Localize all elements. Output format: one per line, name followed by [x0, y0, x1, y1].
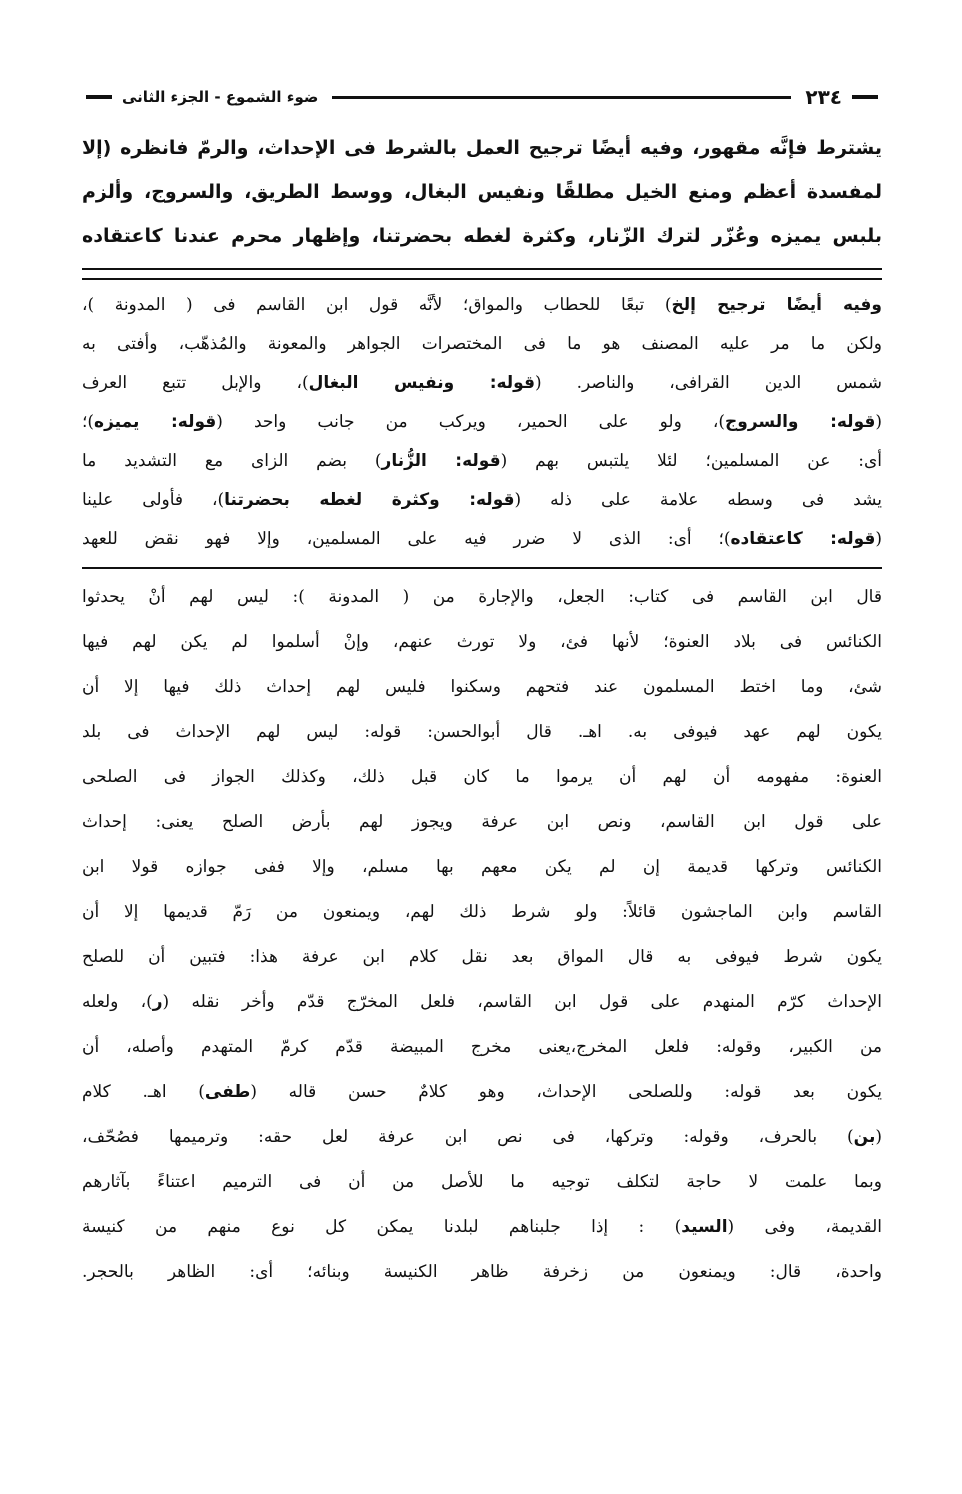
text-segment: شمس الدين القرافى، والناصر. (: [534, 373, 882, 393]
bold-term: قوله: وكثرة لغطه بحضرتنا: [224, 490, 515, 510]
text-segment: يشد فى وسطه علامة على ذله (: [514, 490, 882, 510]
text-segment: ) اهـ. كلام: [82, 1082, 205, 1102]
text-segment: الإحداث كرّم المنهدم على قول ابن القاسم، فلعل المخرّج قدّم وأخر نقله (: [162, 992, 882, 1012]
running-header: [82, 80, 882, 114]
commentary-line: [82, 403, 882, 442]
text-segment: (: [875, 412, 882, 432]
commentary-line: [82, 286, 882, 325]
text-segment: ) : إذا جلبناهم لبلدنا يمكن كل نوع منهم من كنيسة: [82, 1217, 682, 1237]
footnotes-line: [82, 1250, 882, 1295]
text-segment: ولكن ما مر عليه المصنف هو ما فى المختصرات الجواهر والمعونة والمُذهّب، وأفتى به: [82, 334, 882, 354]
footnotes-line: [82, 845, 882, 890]
commentary-section: [82, 286, 882, 559]
text-segment: يكون لهم عهد فيوفى به. اهـ. قال أبوالحسن: قوله: ليس لهم الإحداث فى بلد: [82, 722, 882, 742]
text-segment: من الكبير، وقوله: فلعل المخرج،يعنى مخرج المبيضة قدّم كرمّ المتهدم وأصله، أن: [82, 1037, 882, 1057]
footnotes-line: [82, 935, 882, 980]
text-segment: )، فأولى علينا: [82, 490, 225, 510]
bold-term: قوله: ونفيس البغال: [308, 373, 535, 393]
text-segment: (: [875, 1127, 882, 1147]
text-segment: شئ، وما اختط المسلمون عند فتحهم وسكنوا فليس لهم إحداث ذلك فيها إلا أن: [82, 677, 882, 697]
footnotes-line: [82, 1160, 882, 1205]
bold-term: قوله: والسروج: [725, 412, 876, 432]
footnotes-line: [82, 710, 882, 755]
text-segment: )، والإبل تتبع العرف: [82, 373, 309, 393]
footnotes-line: [82, 1070, 882, 1115]
text-segment: أى: عن المسلمين؛ لئلا يلتبس بهم (: [500, 451, 882, 471]
footnotes-line: [82, 800, 882, 845]
text-segment: وبما علمت لا حاجة لتكلف توجيه ما للأصل من أن فى الترميم اعتناءً بآثارهم: [82, 1172, 882, 1192]
main-text-line: بلبس يميزه وعُزّر لترك الزّنار، وكثرة لغطه بحضرتنا، وإظهار محرم عندنا كاعتقاده: [82, 225, 882, 247]
text-segment: يكون شرط فيوفى به قال المواق بعد نقل كلام ابن عرفة هذا: فتبين أن للصلح: [82, 947, 882, 967]
text-segment: العنوة: مفهومه أن لهم أن يرموا ما كان قبل ذلك، وكذلك الجواز فى الصلحى: [82, 767, 882, 787]
header-rule: [332, 96, 791, 99]
text-segment: )، ولعله: [82, 992, 153, 1012]
footnotes-line: [82, 890, 882, 935]
footnotes-section: [82, 575, 882, 1295]
text-segment: )، ولو على الحمير، ويركب من جانب واحد (: [216, 412, 726, 432]
bold-term: وفيه أيضًا ترجيح إلخ: [671, 295, 882, 315]
main-text-line: يشترط فإنَّه مقهور، وفيه أيضًا ترجيح العمل بالشرط فى الإحداث، والرمّ فانظره (إلا: [82, 137, 882, 159]
text-segment: (: [875, 529, 882, 549]
footnotes-line: [82, 620, 882, 665]
footnotes-line: [82, 665, 882, 710]
main-text: [82, 126, 882, 258]
footnote-divider: [82, 567, 882, 569]
commentary-line: [82, 325, 882, 364]
text-segment: قال ابن القاسم فى كتاب: الجعل، والإجارة من ( المدونة ): ليس لهم أنْ يحدثوا: [82, 587, 882, 607]
text-segment: يكون بعد قوله: وللصلحى الإحداث، وهو كلامٌ حسن قاله (: [250, 1082, 882, 1102]
footnotes-line: [82, 980, 882, 1025]
commentary-line: [82, 442, 882, 481]
bold-term: السيد: [681, 1217, 728, 1237]
book-title: ضوء الشموع - الجزء الثانى: [122, 88, 319, 106]
text-segment: )؛ أى: الذى لا ضرر فيه على المسلمين، وإلا فهو نقض للعهد: [82, 529, 731, 549]
commentary-line: [82, 481, 882, 520]
footnotes-line: [82, 1025, 882, 1070]
text-segment: الكنائس وتركها قديمة إن لم يكن معهم بها مسلم، وإلا ففى جوازه قولا ابن: [82, 857, 882, 877]
commentary-line: [82, 364, 882, 403]
bold-term: طفى: [204, 1082, 251, 1102]
text-segment: ) بالحرف، وقوله: وتركها، فى نص ابن عرفة لعل حقه: وترميمها فصُحّف،: [82, 1127, 854, 1147]
text-segment: الكنائس فى بلاد العنوة؛ لأنها فئ، ولا تورث عنهم، وإنْ أسلموا لم يكن لهم فيها: [82, 632, 882, 652]
bold-term: بن: [853, 1127, 876, 1147]
text-segment: القديمة، وفى (: [727, 1217, 882, 1237]
footnotes-line: [82, 575, 882, 620]
page-number: ٢٣٤: [805, 85, 842, 109]
header-dash-left: [86, 95, 112, 99]
bold-term: قوله: الزُّنار: [381, 451, 501, 471]
text-segment: واحدة، قال: ويمنعون من زخرفة ظاهر الكنيسة وبنائه؛ أى: الظاهر بالحجر.: [82, 1262, 882, 1282]
text-segment: ) تبعًا للحطاب والمواق؛ لأنَّه قول ابن القاسم فى ( المدونة )،: [82, 295, 672, 315]
commentary-line: [82, 520, 882, 559]
book-page: [82, 80, 882, 1295]
bold-term: قوله: يميزه: [94, 412, 217, 432]
text-segment: على قول ابن القاسم، ونص ابن عرفة ويجوز لهم بأرض الصلح يعنى: إحداث: [82, 812, 882, 832]
text-segment: ) بضم الزاى مع التشديد ما: [82, 451, 382, 471]
footnotes-line: [82, 1205, 882, 1250]
footnotes-line: [82, 1115, 882, 1160]
bold-term: ر: [152, 992, 163, 1012]
header-dash-right: [852, 95, 878, 99]
text-segment: القاسم وابن الماجشون قائلاً: ولو شرط ذلك لهم، ويمنعون من رَمّ قديمها إلا أن: [82, 902, 882, 922]
main-text-line: لمفسدة أعظم ومنع الخيل مطلقًا ونفيس البغال، ووسط الطريق، والسروج، وألزم: [82, 181, 882, 203]
footnotes-line: [82, 755, 882, 800]
main-text-divider: [82, 268, 882, 280]
text-segment: )؛: [82, 412, 95, 432]
bold-term: قوله: كاعتقاده: [730, 529, 876, 549]
